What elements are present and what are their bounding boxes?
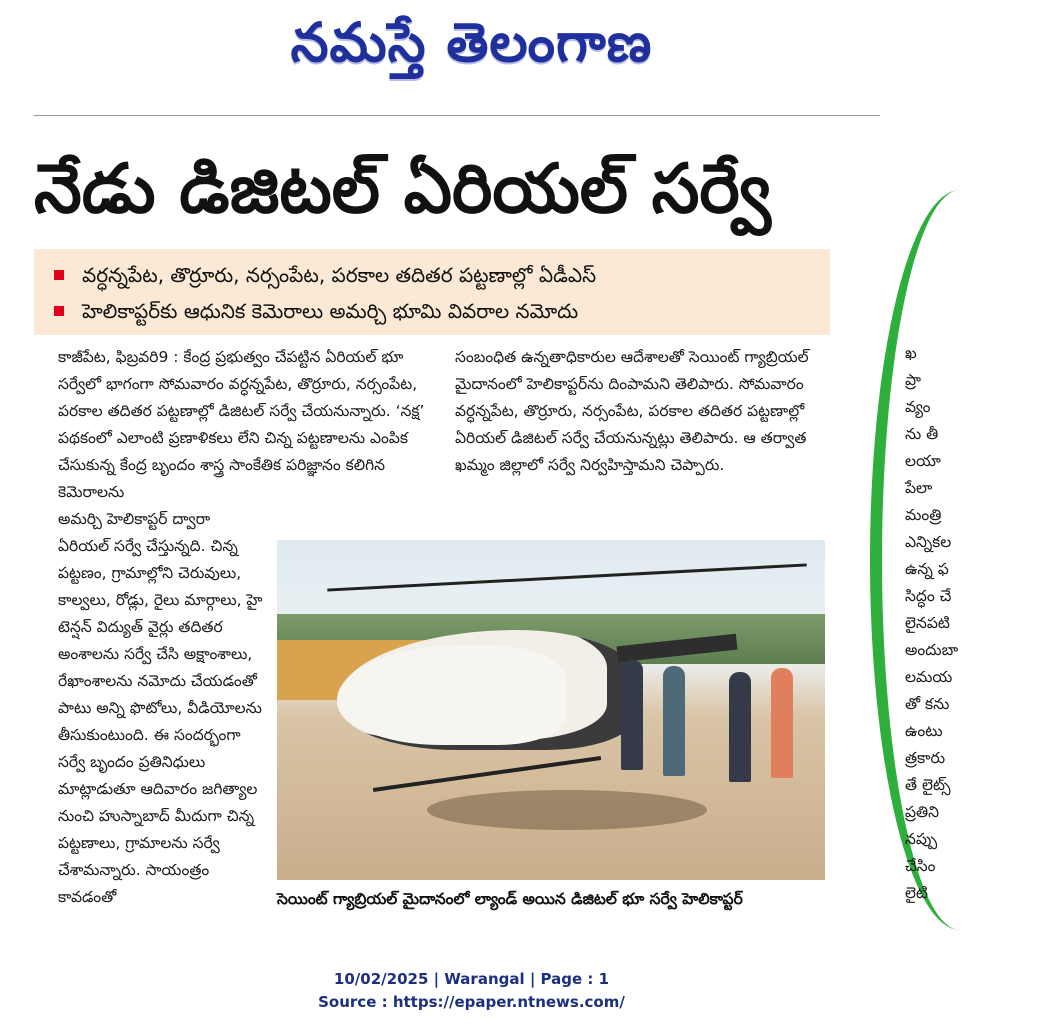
adjacent-article-line: అందుబా xyxy=(905,641,959,659)
subdeck-item xyxy=(82,293,830,329)
article-paragraph: అమర్చి హెలికాప్టర్ ద్వారా ఏరియల్ సర్వే చేస్తున్నది. చిన్న పట్టణం, గ్రామాల్లోని చెరువులు, కాల్వలు, రోడ్లు, రైలు మార్గాలు, హై టెన్షన్ విద్యుత్ వైర్లు తదితర అంశాలను సర్వే చేసి అక్షాంశాలు, రేఖాంశాలను నమోదు చేయడంతో పాటు అన్ని ఫొటోలు, వీడియోలను తీసుకుంటుంది. ఈ సందర్భంగా సర్వే బృందం ప్రతినిధులు మాట్లాడుతూ ఆదివారం జగిత్యాల నుంచి హుస్నాబాద్ మీదుగా చిన్న పట్టణాలు, గ్రామాలను సర్వే చేశామన్నారు. సాయంత్రం కావడంతో xyxy=(58,510,263,906)
adjacent-article-line: ఎన్నికల xyxy=(905,533,952,551)
photo-person xyxy=(771,668,793,778)
adjacent-article-line: లయా xyxy=(905,452,941,470)
helicopter-photo xyxy=(277,540,825,880)
photo-person xyxy=(729,672,751,782)
red-bullet-icon xyxy=(54,306,64,316)
photo-person xyxy=(663,666,685,776)
photo-shadow xyxy=(427,790,707,830)
headline: నేడు డిజిటల్ ఏరియల్ సర్వే xyxy=(34,150,771,229)
adjacent-article-line: లైనపటి xyxy=(905,614,950,632)
adjacent-article-line: చేసిం xyxy=(905,857,936,875)
adjacent-article-strip xyxy=(905,340,959,910)
footer-source: Source : https://epaper.ntnews.com/ xyxy=(318,993,625,1011)
adjacent-article-line: ప్రా xyxy=(905,371,921,389)
adjacent-article-line: తో కను xyxy=(905,695,950,713)
adjacent-article-line: లైటి xyxy=(905,884,928,902)
adjacent-article-line: నప్పు xyxy=(905,830,938,848)
adjacent-article-line: త్రకారు xyxy=(905,749,946,767)
subdeck-item xyxy=(82,257,830,293)
subdeck-text: వర్ధన్నపేట, తొర్రూరు, నర్సంపేట, పరకాల తదితర పట్టణాల్లో ఏడీఎస్ xyxy=(82,263,597,287)
article-column-left-narrow xyxy=(58,506,263,911)
adjacent-article-line: తే లైట్స్ xyxy=(905,776,951,794)
subdeck-box xyxy=(34,249,830,335)
footer-date-edition: 10/02/2025 | Warangal | Page : 1 xyxy=(333,970,610,988)
photo-helicopter-skid xyxy=(373,756,601,792)
adjacent-article-line: ప్రతిని xyxy=(905,803,940,821)
adjacent-article-line: సిద్ధం చే xyxy=(905,587,952,605)
article-column-left-top xyxy=(58,344,434,506)
page-footer xyxy=(0,968,943,1014)
adjacent-article-line: ఉంటు xyxy=(905,722,943,740)
article-paragraph: సంబంధిత ఉన్నతాధికారుల ఆదేశాలతో సెయింట్ గ్యాబ్రియల్ మైదానంలో హెలికాప్టర్‌ను దింపామని తెలిపారు. సోమవారం వర్ధన్నపేట, తొర్రూరు, నర్సంపేట, పరకాల తదితర పట్టణాల్లో ఏరియల్ డిజిటల్ సర్వే చేయనున్నట్లు తెలిపారు. ఆ తర్వాత ఖమ్మం జిల్లాలో సర్వే నిర్వహిస్తామని చెప్పారు. xyxy=(455,348,809,474)
adjacent-article-line: వ్యం xyxy=(905,398,931,416)
photo-caption: సెయింట్ గ్యాబ్రియల్ మైదానంలో ల్యాండ్ అయిన డిజిటల్ భూ సర్వే హెలికాప్టర్ xyxy=(277,890,743,908)
adjacent-article-line: ఉన్న ఫ xyxy=(905,560,949,578)
red-bullet-icon xyxy=(54,270,64,280)
article-paragraph: కాజీపేట, ఫిబ్రవరి9 : కేంద్ర ప్రభుత్వం చేపట్టిన ఏరియల్ భూ సర్వేలో భాగంగా సోమవారం వర్ధన్నపేట, తొర్రూరు, నర్సంపేట, పరకాల తదితర పట్టణాల్లో డిజిటల్ సర్వే చేయనున్నారు. ‘నక్ష’ పథకంలో ఎలాంటి ప్రణాళికలు లేని చిన్న పట్టణాలను ఎంపిక చేసుకున్న కేంద్ర బృందం శాస్త్ర సాంకేతిక పరిజ్ఞానం కలిగిన కెమెరాలను xyxy=(58,348,425,501)
photo-rotor-blade xyxy=(327,563,806,591)
adjacent-article-line: మంత్రి xyxy=(905,506,942,524)
adjacent-article-line: లమయ xyxy=(905,668,953,686)
photo-person xyxy=(621,660,643,770)
adjacent-article-line: ను తీ xyxy=(905,425,939,443)
decorative-green-arc xyxy=(870,190,1050,930)
adjacent-article-line: ఖ xyxy=(905,344,917,362)
adjacent-article-line: పేలా xyxy=(905,479,933,497)
subdeck-text: హెలికాప్టర్‌కు ఆధునిక కెమెరాలు అమర్చి భూమి వివరాల నమోదు xyxy=(82,299,579,323)
masthead-logo: నమస్తే తెలంగాణ xyxy=(290,11,653,74)
article-column-right xyxy=(455,344,845,479)
masthead-divider xyxy=(34,115,880,116)
